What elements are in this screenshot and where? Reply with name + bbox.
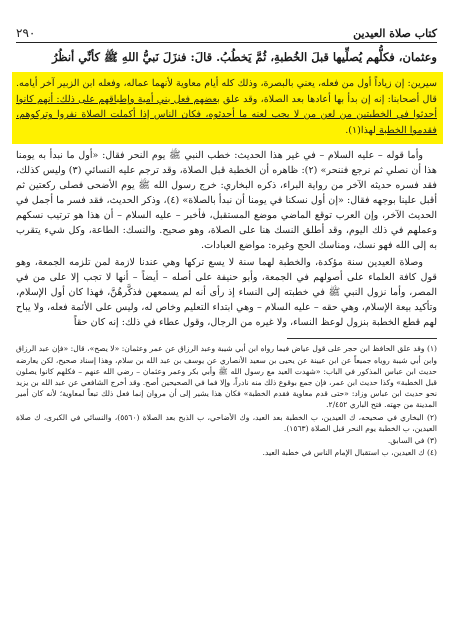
highlight-line: وفعله ابن الزبير آخر أيامه. قال أصحابنا: إنه إن بدأ بها أعادها بعد الصلاة، وقد علق	[16, 78, 437, 105]
highlight-line: لهذا(١).	[345, 124, 376, 136]
footnote: (٤) ك العيدين، ب استقبال الإمام الناس في خطبة العيد.	[262, 448, 437, 458]
highlight-line: سيرين: إن زياداً أول من فعله، يعني بالبصرة، وذلك كله أيام معاوية لأنهما عماله،	[120, 78, 437, 89]
hadith-line: وعثمان، فكلُّهم يُصلِّيها قبلَ الخُطبةِ، ثُمَّ يَخطُبُ. قالَ: فنزَلَ نَبيُّ اللهِ ﷺ كأنِّي أنظُرُ	[52, 50, 437, 64]
page-header	[16, 20, 437, 43]
highlight-line-underlined: بعضهم فعل بني أمية وإطباقهم على ذلك: أنهم كانوا أحدثوا في الخطبتين من لعن من لا	[16, 93, 437, 121]
footnote: (٢) البخاري في صحيحه، ك العيدين، ب الخطبة بعد العيد، وك الأضاحي، ب الذبح بعد الصلاة (٥٥٦٠)، والنسائي في الكبرى، ك صلاة العيدين، ب الخطبة يوم النحر قبل الصلاة (١٥٦٣).	[16, 412, 437, 433]
footnotes	[16, 343, 437, 458]
body-paragraph: وصلاة العيدين سنة مؤكدة، والخطبة لهما سنة لا يسع تركها وهي عندنا لازمة لمن تلزمه الجمعة، وهو قول كافة العلماء على أصولهم في الجمعة، وأبو حنيفة على أصله – أيضاً – أنها لا تجب إلا على من في المصر، وأما نزول النبي ﷺ في خطبته إلى النساء إذ رأى أنه لم يسمعهن فذكَّرهُنَّ، فهذا كان أول الإسلام، وتأكيد بيعة الإسلام، وهي حقه – عليه السلام – وهي ابتداء التعليم وخاص له، وليس على الأئمة فعله، ولا يباح لهم قطع الخطبة بنزول لوعظ النساء، ولا غيره من الرجال، وقول عطاء في ذلك: إنه كان حقاً	[16, 257, 437, 329]
book-title: كتاب صلاة العيدين	[353, 27, 437, 40]
footnote: (١) وقد علق الحافظ ابن حجر على قول عياض فيما رواه ابن أبي شيبة وعبد الرزاق عن عمر وعثمان: «لا يصح»، قال: «فإن عبد الرزاق وابن أبي شيبة روياه جميعاً عن ابن عيينة عن يحيى بن سعيد الأنصاري عن يوسف بن عبد الله بن سلام، وهذا إسناد صحيح، لكن يعارضه حديث ابن عباس المذكور في الباب: «شهدت العيد مع رسول الله ﷺ وأبي بكر وعمر وعثمان – رضي الله عنهم – فكلهم كانوا يصلون قبل الخطبة» وكذا حديث ابن عمر، فإن جمع بوقوع ذلك منه نادراً، وإلا فما في الصحيحين أصح. وقد أخرج الشافعي عن عبد الله بن يزيد نحو حديث ابن عباس وزاد: «حتى قدم معاوية فقدم الخطبة» فكان هذا يشير إلى أن مروان إنما فعل ذلك تبعاً لمعاوية؛ لأنه كان أمير المدينة من جهته. فتح الباري ٢/٤٥٢.	[16, 344, 437, 410]
main-text	[16, 148, 437, 330]
highlighted-passage	[12, 72, 443, 144]
footnote-separator	[287, 338, 437, 339]
body-paragraph: وأما قوله – عليه السلام – في غير هذا الحديث: خطب النبي ﷺ يوم النحر فقال: «أول ما نبدأ به يومنا هذا أن نصلي ثم نرجع فننحر» (٢): ظاهره أن الخطبة قبل الصلاة، وقد ترجم عليه النسائي (٣) وليس كذلك، فقد فسره حديثه الآخر من رواية البراء، ذكره البخاري: خرج رسول الله ﷺ يوم الأضحى فصلى ركعتين ثم أقبل علينا بوجهه فقال: «إن أول نسكنا في يومنا أن نبدأ بالصلاة» (٤)، وذكر الحديث، فقد فسر ما أجمل في الحديث الآخر، وإن العرب توقع الماضي موضع المستقبل، فأخبر – عليه السلام – أن هذا هو ترتيب نسكهم وعملهم في ذلك اليوم، وقد أطلق النسك هنا على الصلاة، وهو صحيح. والنسك: الطاعة، وكل شيء يتقرب به إلى الله فهو نسك، ومناسك الحج وغيره: مواضع العبادات.	[16, 150, 437, 252]
footnote: (٣) في السابق.	[387, 436, 437, 445]
page-number: ٢٩٠	[16, 26, 36, 40]
highlight-line-underlined: يجب لعنه ما أحدثوه، فكان الناس إذا أكملت الصلاة نفروا وتركوهم، فقدموا الخطبة	[16, 109, 437, 136]
